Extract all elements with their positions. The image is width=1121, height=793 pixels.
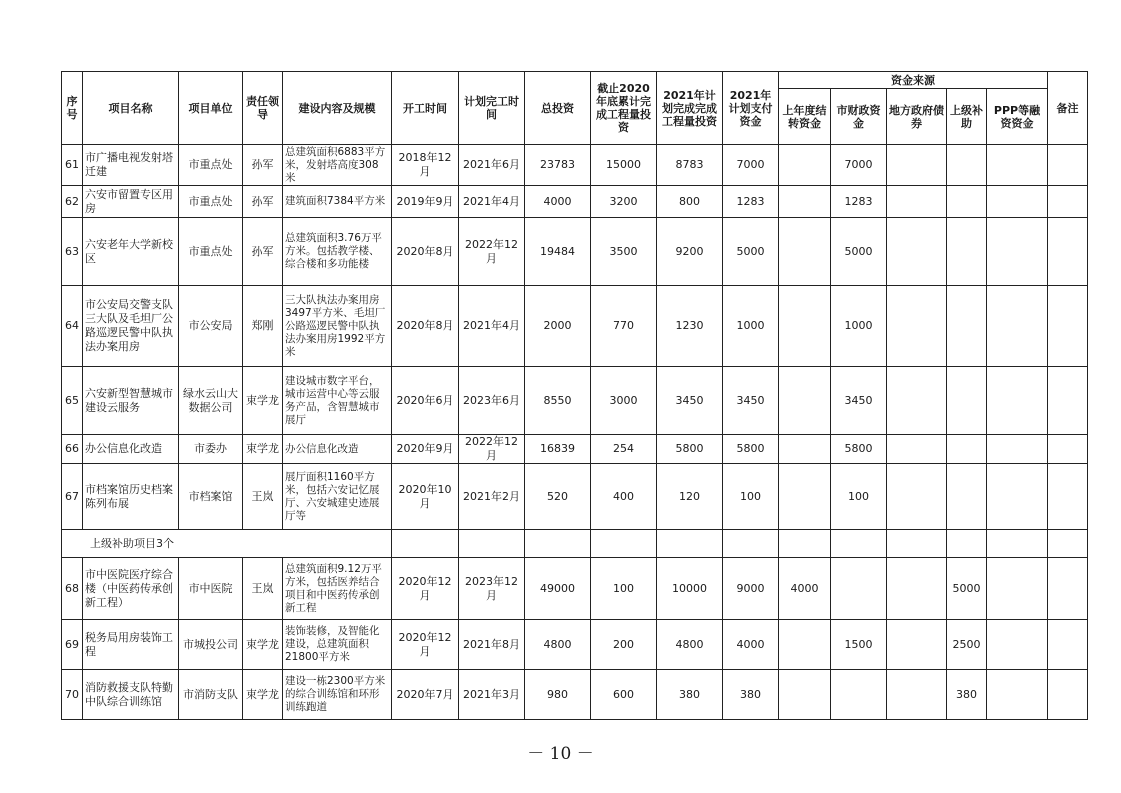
header-plan-pay: 2021年计划支付资金 xyxy=(723,72,779,145)
cell-name: 市公安局交警支队三大队及毛坦厂公路巡逻民警中队执法办案用房 xyxy=(83,286,179,367)
cell-name: 市中医院医疗综合楼（中医药传承创新工程） xyxy=(83,558,179,620)
cell-bond xyxy=(887,620,947,670)
cell-plan-work: 3450 xyxy=(657,367,723,435)
cell-carryover xyxy=(779,145,831,186)
cell-finish: 2021年2月 xyxy=(459,464,525,530)
cell-plan-work: 4800 xyxy=(657,620,723,670)
cell-plan-pay: 1000 xyxy=(723,286,779,367)
cell-unit: 市档案馆 xyxy=(179,464,243,530)
cell-bond xyxy=(887,367,947,435)
cell-cumulative: 100 xyxy=(591,558,657,620)
table-row xyxy=(62,367,1088,435)
cell-plan-work: 10000 xyxy=(657,558,723,620)
table-row xyxy=(62,464,1088,530)
cell-cumulative: 3000 xyxy=(591,367,657,435)
page-number: － 10 － xyxy=(527,744,594,764)
cell-ppp xyxy=(987,186,1048,218)
cell-content: 建设城市数字平台，城市运营中心等云服务产品，含智慧城市展厅 xyxy=(283,367,392,435)
header-local-bond: 地方政府债券 xyxy=(887,89,947,145)
cell-city xyxy=(831,558,887,620)
cell-total: 2000 xyxy=(525,286,591,367)
cell-total: 16839 xyxy=(525,435,591,464)
cell-bond xyxy=(887,670,947,720)
cell-plan-work: 380 xyxy=(657,670,723,720)
cell-carryover xyxy=(779,186,831,218)
cell-plan-pay: 9000 xyxy=(723,558,779,620)
cell-upper xyxy=(947,435,987,464)
header-leader: 责任领导 xyxy=(243,72,283,145)
cell-bond xyxy=(887,435,947,464)
cell-leader: 束学龙 xyxy=(243,620,283,670)
cell-cumulative: 770 xyxy=(591,286,657,367)
cell-total: 23783 xyxy=(525,145,591,186)
cell-plan-work: 120 xyxy=(657,464,723,530)
cell-seq: 63 xyxy=(62,218,83,286)
cell-remark xyxy=(1048,670,1088,720)
cell-cumulative: 15000 xyxy=(591,145,657,186)
cell-ppp xyxy=(987,218,1048,286)
cell-finish: 2021年4月 xyxy=(459,286,525,367)
cell-carryover xyxy=(779,367,831,435)
cell-leader: 王岚 xyxy=(243,558,283,620)
cell-city: 7000 xyxy=(831,145,887,186)
cell-remark xyxy=(1048,464,1088,530)
header-finish-time: 计划完工时间 xyxy=(459,72,525,145)
cell-start: 2020年8月 xyxy=(392,286,459,367)
cell-city: 1000 xyxy=(831,286,887,367)
cell-carryover xyxy=(779,218,831,286)
table-row xyxy=(62,558,1088,620)
cell-name: 六安新型智慧城市建设云服务 xyxy=(83,367,179,435)
cell-ppp xyxy=(987,464,1048,530)
cell-city: 3450 xyxy=(831,367,887,435)
cell-leader: 郑刚 xyxy=(243,286,283,367)
cell-unit: 绿水云山大数据公司 xyxy=(179,367,243,435)
header-carryover: 上年度结转资金 xyxy=(779,89,831,145)
header-seq: 序号 xyxy=(62,72,83,145)
cell-ppp xyxy=(987,435,1048,464)
header-upper-subsidy: 上级补助 xyxy=(947,89,987,145)
cell-cumulative: 600 xyxy=(591,670,657,720)
cell-plan-work: 5800 xyxy=(657,435,723,464)
header-project-unit: 项目单位 xyxy=(179,72,243,145)
cell-seq: 70 xyxy=(62,670,83,720)
cell-bond xyxy=(887,145,947,186)
header-start-time: 开工时间 xyxy=(392,72,459,145)
cell-start: 2020年7月 xyxy=(392,670,459,720)
header-cumulative: 截止2020年底累计完成工程量投资 xyxy=(591,72,657,145)
cell-remark xyxy=(1048,620,1088,670)
cell-city: 1283 xyxy=(831,186,887,218)
cell-remark xyxy=(1048,286,1088,367)
table-body-subsidy xyxy=(62,558,1088,720)
cell-content: 建筑面积7384平方米 xyxy=(283,186,392,218)
table-section xyxy=(62,530,1088,558)
cell-plan-pay: 7000 xyxy=(723,145,779,186)
cell-content: 总建筑面积6883平方米，发射塔高度308米 xyxy=(283,145,392,186)
cell-start: 2020年6月 xyxy=(392,367,459,435)
cell-unit: 市城投公司 xyxy=(179,620,243,670)
cell-city xyxy=(831,670,887,720)
cell-carryover xyxy=(779,670,831,720)
cell-unit: 市重点处 xyxy=(179,145,243,186)
cell-remark xyxy=(1048,186,1088,218)
header-ppp: PPP等融资资金 xyxy=(987,89,1048,145)
cell-leader: 束学龙 xyxy=(243,367,283,435)
cell-start: 2020年9月 xyxy=(392,435,459,464)
cell-seq: 61 xyxy=(62,145,83,186)
cell-upper: 2500 xyxy=(947,620,987,670)
cell-finish: 2021年3月 xyxy=(459,670,525,720)
table-row xyxy=(62,186,1088,218)
cell-unit: 市公安局 xyxy=(179,286,243,367)
cell-seq: 66 xyxy=(62,435,83,464)
cell-cumulative: 3500 xyxy=(591,218,657,286)
table-row xyxy=(62,620,1088,670)
cell-remark xyxy=(1048,435,1088,464)
cell-upper xyxy=(947,367,987,435)
cell-city: 5000 xyxy=(831,218,887,286)
cell-unit: 市重点处 xyxy=(179,186,243,218)
cell-content: 装饰装修，及智能化建设，总建筑面积21800平方米 xyxy=(283,620,392,670)
cell-cumulative: 254 xyxy=(591,435,657,464)
cell-remark xyxy=(1048,145,1088,186)
cell-seq: 68 xyxy=(62,558,83,620)
table-row xyxy=(62,286,1088,367)
cell-finish: 2022年12月 xyxy=(459,435,525,464)
cell-finish: 2021年4月 xyxy=(459,186,525,218)
cell-upper xyxy=(947,464,987,530)
cell-plan-pay: 5000 xyxy=(723,218,779,286)
cell-unit: 市委办 xyxy=(179,435,243,464)
cell-city: 5800 xyxy=(831,435,887,464)
cell-plan-pay: 5800 xyxy=(723,435,779,464)
table-row xyxy=(62,670,1088,720)
cell-leader: 孙军 xyxy=(243,186,283,218)
cell-seq: 64 xyxy=(62,286,83,367)
cell-leader: 王岚 xyxy=(243,464,283,530)
cell-ppp xyxy=(987,558,1048,620)
cell-carryover xyxy=(779,464,831,530)
cell-content: 三大队执法办案用房3497平方米、毛坦厂公路巡逻民警中队执法办案用房1992平方米 xyxy=(283,286,392,367)
header-city-fiscal: 市财政资金 xyxy=(831,89,887,145)
header-project-name: 项目名称 xyxy=(83,72,179,145)
cell-name: 六安老年大学新校区 xyxy=(83,218,179,286)
cell-cumulative: 200 xyxy=(591,620,657,670)
cell-bond xyxy=(887,186,947,218)
cell-city: 100 xyxy=(831,464,887,530)
cell-leader: 孙军 xyxy=(243,145,283,186)
cell-name: 市广播电视发射塔迁建 xyxy=(83,145,179,186)
cell-remark xyxy=(1048,218,1088,286)
cell-upper: 5000 xyxy=(947,558,987,620)
cell-content: 办公信息化改造 xyxy=(283,435,392,464)
cell-plan-work: 800 xyxy=(657,186,723,218)
cell-upper: 380 xyxy=(947,670,987,720)
cell-leader: 孙军 xyxy=(243,218,283,286)
cell-unit: 市消防支队 xyxy=(179,670,243,720)
cell-start: 2020年12月 xyxy=(392,620,459,670)
cell-plan-pay: 1283 xyxy=(723,186,779,218)
cell-leader: 束学龙 xyxy=(243,435,283,464)
cell-plan-work: 8783 xyxy=(657,145,723,186)
cell-upper xyxy=(947,218,987,286)
cell-bond xyxy=(887,558,947,620)
header-content: 建设内容及规模 xyxy=(283,72,392,145)
header-plan-work: 2021年计划完成完成工程量投资 xyxy=(657,72,723,145)
header-total-investment: 总投资 xyxy=(525,72,591,145)
cell-plan-pay: 3450 xyxy=(723,367,779,435)
cell-finish: 2021年6月 xyxy=(459,145,525,186)
cell-plan-work: 1230 xyxy=(657,286,723,367)
cell-upper xyxy=(947,186,987,218)
cell-start: 2020年12月 xyxy=(392,558,459,620)
cell-total: 49000 xyxy=(525,558,591,620)
cell-carryover: 4000 xyxy=(779,558,831,620)
cell-finish: 2023年6月 xyxy=(459,367,525,435)
cell-total: 8550 xyxy=(525,367,591,435)
cell-bond xyxy=(887,464,947,530)
cell-city: 1500 xyxy=(831,620,887,670)
cell-plan-pay: 100 xyxy=(723,464,779,530)
cell-unit: 市重点处 xyxy=(179,218,243,286)
table-row xyxy=(62,145,1088,186)
cell-start: 2020年10月 xyxy=(392,464,459,530)
cell-plan-pay: 380 xyxy=(723,670,779,720)
cell-finish: 2022年12月 xyxy=(459,218,525,286)
cell-remark xyxy=(1048,558,1088,620)
table-row xyxy=(62,435,1088,464)
cell-ppp xyxy=(987,620,1048,670)
cell-name: 税务局用房装饰工程 xyxy=(83,620,179,670)
cell-content: 展厅面积1160平方米，包括六安记忆展厅、六安城建史迹展厅等 xyxy=(283,464,392,530)
cell-start: 2020年8月 xyxy=(392,218,459,286)
section-title: 上级补助项目3个 xyxy=(62,530,392,558)
cell-seq: 62 xyxy=(62,186,83,218)
cell-total: 980 xyxy=(525,670,591,720)
header-funding-source: 资金来源 xyxy=(779,72,1048,89)
cell-carryover xyxy=(779,286,831,367)
cell-seq: 69 xyxy=(62,620,83,670)
cell-total: 4800 xyxy=(525,620,591,670)
cell-bond xyxy=(887,218,947,286)
cell-total: 4000 xyxy=(525,186,591,218)
cell-cumulative: 3200 xyxy=(591,186,657,218)
table-row xyxy=(62,218,1088,286)
cell-remark xyxy=(1048,367,1088,435)
header-remarks: 备注 xyxy=(1048,72,1088,145)
table-body-main xyxy=(62,145,1088,530)
cell-total: 19484 xyxy=(525,218,591,286)
cell-ppp xyxy=(987,670,1048,720)
cell-start: 2019年9月 xyxy=(392,186,459,218)
cell-cumulative: 400 xyxy=(591,464,657,530)
cell-carryover xyxy=(779,435,831,464)
cell-finish: 2021年8月 xyxy=(459,620,525,670)
cell-carryover xyxy=(779,620,831,670)
cell-content: 建设一栋2300平方米的综合训练馆和环形训练跑道 xyxy=(283,670,392,720)
cell-unit: 市中医院 xyxy=(179,558,243,620)
cell-upper xyxy=(947,286,987,367)
cell-seq: 65 xyxy=(62,367,83,435)
cell-leader: 束学龙 xyxy=(243,670,283,720)
cell-name: 市档案馆历史档案陈列布展 xyxy=(83,464,179,530)
cell-name: 六安市留置专区用房 xyxy=(83,186,179,218)
cell-ppp xyxy=(987,145,1048,186)
cell-plan-work: 9200 xyxy=(657,218,723,286)
cell-content: 总建筑面积9.12万平方米，包括医养结合项目和中医药传承创新工程 xyxy=(283,558,392,620)
cell-bond xyxy=(887,286,947,367)
cell-start: 2018年12月 xyxy=(392,145,459,186)
cell-seq: 67 xyxy=(62,464,83,530)
cell-plan-pay: 4000 xyxy=(723,620,779,670)
cell-name: 办公信息化改造 xyxy=(83,435,179,464)
cell-content: 总建筑面积3.76万平方米。包括教学楼、综合楼和多功能楼 xyxy=(283,218,392,286)
project-table xyxy=(61,71,1088,720)
cell-name: 消防救援支队特勤中队综合训练馆 xyxy=(83,670,179,720)
cell-ppp xyxy=(987,367,1048,435)
cell-ppp xyxy=(987,286,1048,367)
cell-total: 520 xyxy=(525,464,591,530)
cell-upper xyxy=(947,145,987,186)
cell-finish: 2023年12月 xyxy=(459,558,525,620)
